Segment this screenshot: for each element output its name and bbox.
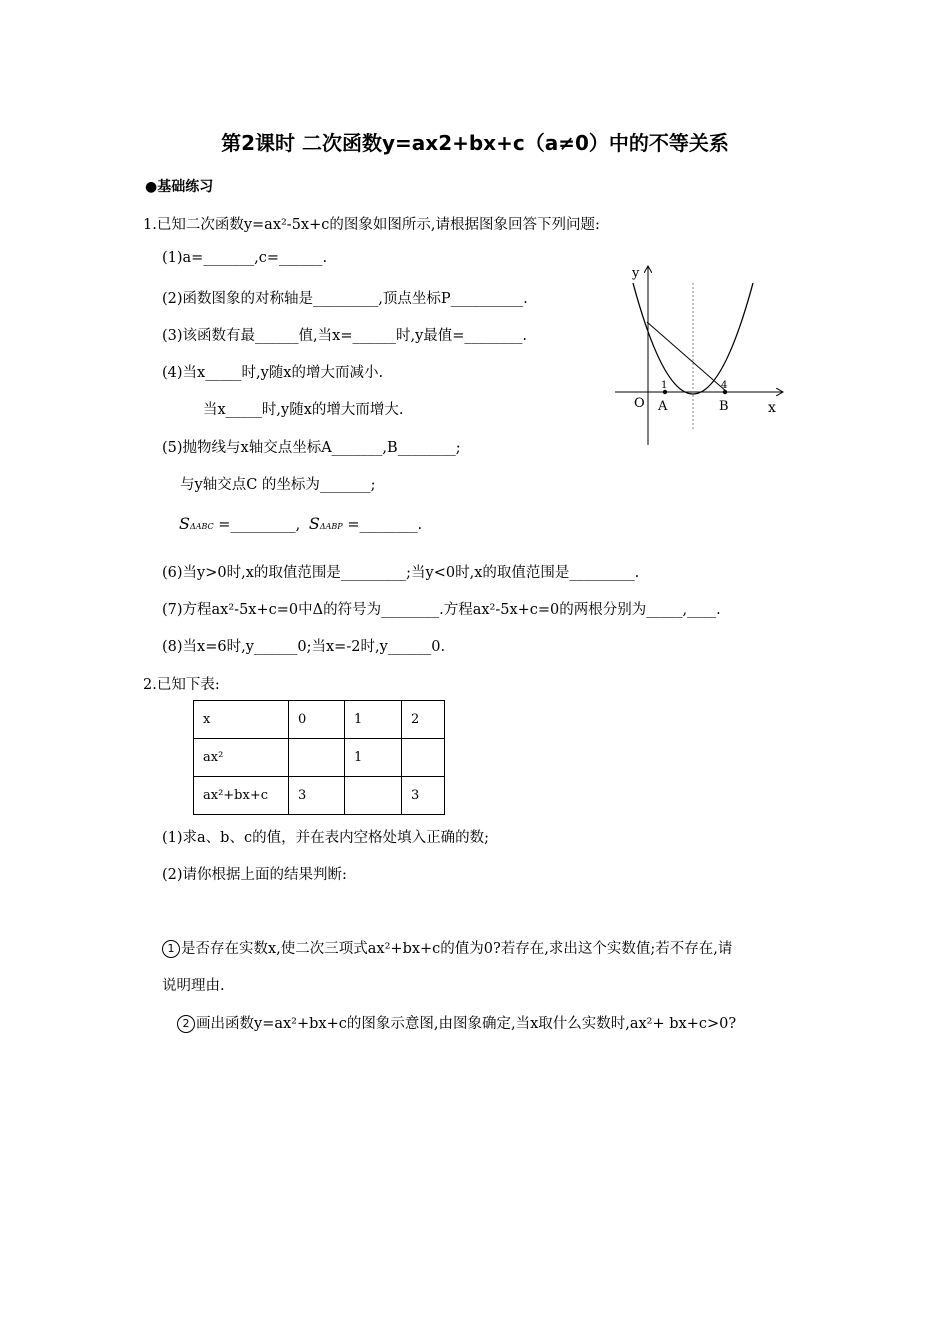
table-cell	[289, 739, 345, 777]
q2-item-2	[177, 1012, 736, 1033]
circled-number-1: 1	[162, 940, 180, 958]
q2-item-2-line: 画出函数y=ax²+bx+c的图象示意图,由图象确定,当x取什么实数时,ax²+ bx+c>0?	[196, 1016, 737, 1032]
q2-item-1-line-1: 是否存在实数x,使二次三项式ax²+bx+c的值为0?若存在,求出这个实数值;若不存在,请	[181, 941, 733, 957]
table-cell: 0	[289, 701, 345, 739]
point-a-label: A	[658, 399, 668, 414]
table-cell: 3	[289, 777, 345, 815]
q1-part-6: (6)当y>0时,x的取值范围是_________;当y<0时,x的取值范围是_________.	[162, 565, 640, 581]
page-title: 第2课时 二次函数y=ax2+bx+c（a≠0）中的不等关系	[221, 131, 729, 155]
table-cell: x	[194, 701, 289, 739]
table-cell: 1	[345, 701, 402, 739]
q1-part-5b: 与y轴交点C 的坐标为_______;	[180, 477, 376, 493]
table-row	[194, 701, 445, 739]
q1-part-5c	[179, 514, 422, 533]
y-axis-label: y	[632, 266, 640, 281]
section-heading: ●基础练习	[145, 179, 214, 195]
area-symbol-2: S	[308, 514, 320, 533]
table-cell: 3	[402, 777, 445, 815]
circled-number-2: 2	[177, 1015, 195, 1033]
q1-part-2: (2)函数图象的对称轴是_________,顶点坐标P__________.	[162, 291, 528, 307]
table-row	[194, 739, 445, 777]
table-cell: ax²	[194, 739, 289, 777]
tick-4-label: 4	[721, 380, 728, 391]
area-symbol: S	[179, 514, 190, 533]
triangle-abc-subscript: ΔABC	[189, 522, 214, 531]
table-row	[194, 777, 445, 815]
table-cell: 1	[345, 739, 402, 777]
q1-part-3: (3)该函数有最______值,当x=______时,y最值=________.	[162, 328, 528, 344]
q1-part-4b: 当x_____时,y随x的增大而增大.	[203, 402, 404, 418]
triangle-abp-blank: =________.	[347, 517, 423, 533]
q1-part-4a: (4)当x_____时,y随x的增大而减小.	[162, 365, 384, 381]
parabola-graph	[600, 255, 800, 455]
q1-part-1: (1)a=_______,c=______.	[162, 250, 328, 266]
q2-part-1: (1)求a、b、c的值，并在表内空格处填入正确的数;	[162, 830, 489, 846]
triangle-abp-subscript: ΔABP	[319, 522, 343, 531]
triangle-abc-blank: =_________,	[218, 517, 301, 533]
origin-label: O	[634, 396, 645, 411]
q2-part-2: (2)请你根据上面的结果判断:	[162, 867, 347, 883]
table-cell: 2	[402, 701, 445, 739]
table-cell	[345, 777, 402, 815]
q1-part-7: (7)方程ax²-5x+c=0中Δ的符号为________.方程ax²-5x+c=0的两根分别为_____,____.	[162, 602, 721, 618]
q2-stem: 2.已知下表:	[143, 677, 220, 693]
table-cell: ax²+bx+c	[194, 777, 289, 815]
tick-1-label: 1	[661, 380, 668, 391]
q2-item-1	[162, 937, 732, 958]
table-cell	[402, 739, 445, 777]
x-axis-label: x	[768, 400, 776, 416]
q2-item-1-line-2: 说明理由.	[162, 978, 225, 994]
value-table	[193, 700, 445, 815]
q1-part-8: (8)当x=6时,y______0;当x=-2时,y______0.	[162, 639, 446, 655]
q1-part-5a: (5)抛物线与x轴交点坐标A_______,B________;	[162, 440, 461, 456]
point-b-label: B	[719, 399, 729, 414]
q1-stem: 1.已知二次函数y=ax²-5x+c的图象如图所示,请根据图象回答下列问题:	[143, 217, 600, 233]
